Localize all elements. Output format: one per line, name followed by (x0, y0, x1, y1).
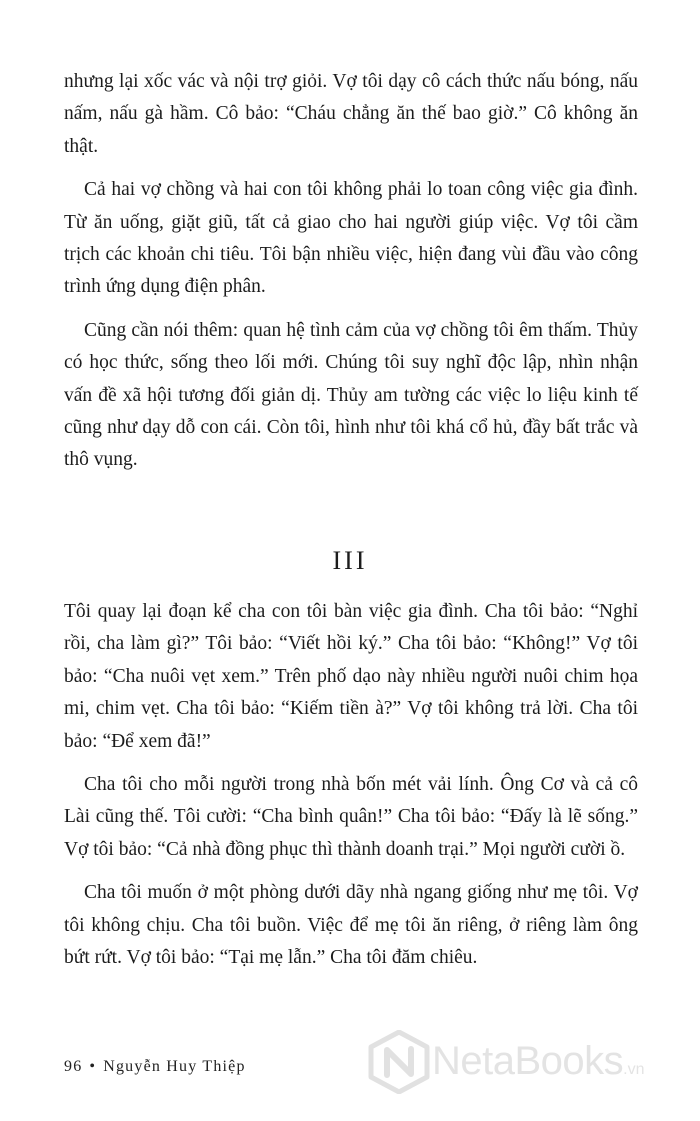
chapter-heading: III (332, 546, 368, 575)
page-footer (64, 1058, 246, 1076)
watermark-suffix: .vn (623, 1061, 645, 1078)
paragraph: Cũng cần nói thêm: quan hệ tình cảm của vợ chồng tôi êm thấm. Thủy có học thức, sống theo lối mới. Chúng tôi suy nghĩ độc lập, nhìn nhận vấn đề xã hội tương đối giản dị. Thủy am tường các việc lo liệu kinh tế cũng như dạy dỗ con cái. Còn tôi, hình như tôi khá cổ hủ, đầy bất trắc và thô vụng. (64, 319, 638, 471)
paragraph: nhưng lại xốc vác và nội trợ giỏi. Vợ tôi dạy cô cách thức nấu bóng, nấu nấm, nấu gà hầm. Cô bảo: “Cháu chẳng ăn thế bao giờ.” Cô không ăn thật. (64, 71, 638, 157)
watermark-text (432, 1036, 645, 1095)
watermark-brand: NetaBooks (432, 1039, 624, 1083)
text-block-top (64, 66, 638, 488)
paragraph: Cha tôi muốn ở một phòng dưới dãy nhà ngang giống như mẹ tôi. Vợ tôi không chịu. Cha tôi buồn. Việc để mẹ tôi ăn riêng, ở riêng làm ông bứt rứt. Vợ tôi bảo: “Tại mẹ lẫn.” Cha tôi đăm chiêu. (64, 882, 638, 969)
paragraph: Cha tôi cho mỗi người trong nhà bốn mét vải lính. Ông Cơ và cả cô Lài cũng thế. Tôi cười: “Cha bình quân!” Cha tôi bảo: “Đấy là lẽ sống.” Vợ tôi bảo: “Cả nhà đồng phục thì thành doanh trại.” Mọi người cười ồ. (64, 774, 638, 860)
text-block-bottom (64, 596, 638, 985)
paragraph: Cả hai vợ chồng và hai con tôi không phải lo toan công việc gia đình. Từ ăn uống, giặt giũ, tất cả giao cho hai người giúp việc. Vợ tôi cầm trịch các khoản chi tiêu. Tôi bận nhiều việc, hiện đang vùi đầu vào công trình ứng dụng điện phân. (64, 179, 638, 298)
netabooks-logo-icon (368, 1030, 430, 1094)
paragraph: Tôi quay lại đoạn kể cha con tôi bàn việc gia đình. Cha tôi bảo: “Nghỉ rồi, cha làm gì?” Tôi bảo: “Viết hồi ký.” Cha tôi bảo: “Không!” Vợ tôi bảo: “Cha nuôi vẹt xem.” Trên phố dạo này nhiều người nuôi chim họa mi, chim vẹt. Cha tôi bảo: “Kiếm tiền à?” Vợ tôi không trả lời. Cha tôi bảo: “Để xem đã!” (64, 601, 638, 752)
watermark (368, 1028, 688, 1100)
author-name: Nguyễn Huy Thiệp (103, 1058, 246, 1075)
footer-separator: • (89, 1058, 97, 1075)
page-number: 96 (64, 1058, 83, 1075)
